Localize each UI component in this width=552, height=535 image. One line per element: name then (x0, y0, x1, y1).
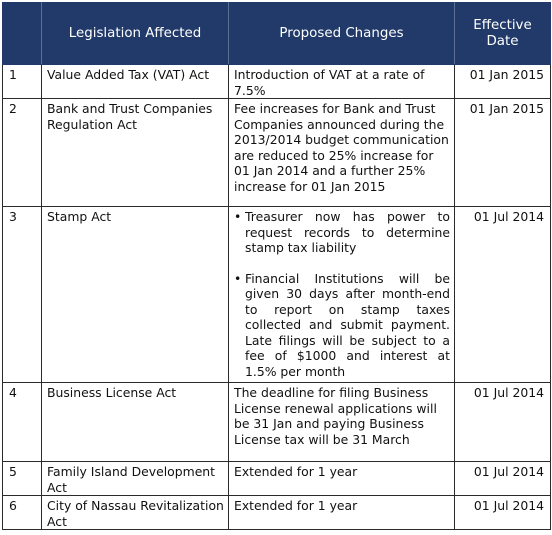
proposed-change-cell (229, 207, 455, 383)
header-proposed-changes: Proposed Changes (229, 3, 455, 65)
proposed-change-cell: The deadline for filing Business License renewal applications will be 31 Jan and paying Business License tax will be 31 March (229, 383, 455, 462)
change-bullet-item (234, 209, 450, 256)
table-row (3, 383, 551, 462)
proposed-change-cell: Extended for 1 year (229, 462, 455, 496)
table-row (3, 207, 551, 383)
proposed-change-cell: Introduction of VAT at a rate of 7.5% (229, 65, 455, 99)
table-row (3, 462, 551, 496)
effective-date-cell: 01 Jul 2014 (455, 383, 551, 462)
change-bullet-item (234, 271, 450, 380)
effective-date-cell: 01 Jul 2014 (455, 496, 551, 530)
row-number: 6 (3, 496, 42, 530)
legislation-cell: Family Island Development Act (42, 462, 229, 496)
bullet-icon: • (234, 209, 242, 224)
legislation-cell: Stamp Act (42, 207, 229, 383)
table-header-row (3, 3, 551, 65)
row-number: 2 (3, 99, 42, 207)
legislation-cell: Value Added Tax (VAT) Act (42, 65, 229, 99)
effective-date-cell: 01 Jul 2014 (455, 207, 551, 383)
effective-date-cell: 01 Jan 2015 (455, 99, 551, 207)
table-row (3, 65, 551, 99)
row-number: 1 (3, 65, 42, 99)
legislation-cell: City of Nassau Revitalization Act (42, 496, 229, 530)
table-row (3, 496, 551, 530)
proposed-change-cell: Extended for 1 year (229, 496, 455, 530)
header-legislation-affected: Legislation Affected (42, 3, 229, 65)
legislation-cell: Bank and Trust Companies Regulation Act (42, 99, 229, 207)
bullet-icon: • (234, 270, 242, 286)
legislation-changes-table (2, 2, 551, 530)
bullet-text: Treasurer now has power to request records to determine stamp tax liability (245, 209, 450, 255)
table-row (3, 99, 551, 207)
header-effective-date: Effective Date (455, 3, 551, 65)
effective-date-cell: 01 Jul 2014 (455, 462, 551, 496)
effective-date-cell: 01 Jan 2015 (455, 65, 551, 99)
bullet-text: Financial Institutions will be given 30 days after month-end to report on stamp taxes collected and submit payment. Late filings will be subject to a fee of $1000 and interest at 1.5% per month (245, 270, 450, 379)
row-number: 5 (3, 462, 42, 496)
header-number (3, 3, 42, 65)
row-number: 3 (3, 207, 42, 383)
proposed-change-cell: Fee increases for Bank and Trust Companies announced during the 2013/2014 budget communication are reduced to 25% increase for 01 Jan 2014 and a further 25% increase for 01 Jan 2015 (229, 99, 455, 207)
row-number: 4 (3, 383, 42, 462)
legislation-cell: Business License Act (42, 383, 229, 462)
change-bullet-list (234, 209, 450, 379)
